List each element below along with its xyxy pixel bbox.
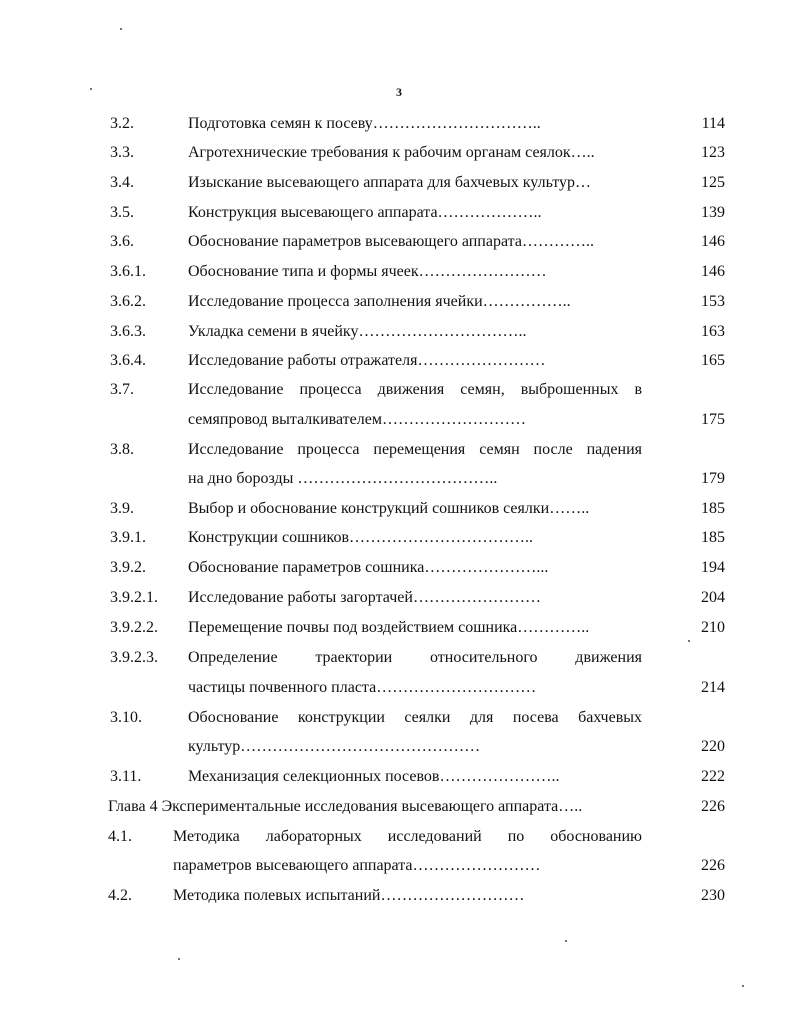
page-number: 3 bbox=[396, 85, 402, 99]
toc-entry bbox=[0, 349, 799, 373]
toc-entry bbox=[0, 290, 799, 314]
toc-entry-number: 3.5. bbox=[110, 204, 134, 221]
toc-entry-title: Выбор и обоснование конструкций сошников сеялки…….. bbox=[188, 500, 590, 517]
scan-speck bbox=[565, 940, 567, 942]
toc-entry-title: Конструкция высевающего аппарата……………….. bbox=[188, 204, 542, 221]
toc-entry-title: Обоснование параметров высевающего аппарата………….. bbox=[188, 233, 594, 250]
toc-entry bbox=[0, 141, 799, 165]
toc-entry bbox=[0, 112, 799, 136]
toc-entry-page: 179 bbox=[701, 470, 725, 487]
toc-entry-page: 210 bbox=[701, 619, 725, 636]
toc-entry-page: 165 bbox=[701, 352, 725, 369]
toc-entry bbox=[0, 556, 799, 580]
toc-entry-number: 3.6.1. bbox=[110, 263, 146, 280]
toc-entry-number: 4.1. bbox=[108, 828, 132, 845]
toc-entry-title-line1: Методика лабораторных исследований по обоснованию bbox=[173, 828, 642, 845]
toc-entry-number: 3.6.3. bbox=[110, 323, 146, 340]
scan-speck bbox=[688, 640, 690, 642]
toc-chapter-title: Глава 4 Экспериментальные исследования высевающего аппарата….. bbox=[108, 798, 583, 815]
toc-entry-page: 123 bbox=[701, 144, 725, 161]
toc-entry bbox=[0, 438, 799, 462]
toc-entry-number: 3.9.2. bbox=[110, 559, 146, 576]
toc-entry-page: 222 bbox=[701, 768, 725, 785]
toc-entry-page: 185 bbox=[701, 529, 725, 546]
toc-entry-page: 204 bbox=[701, 589, 725, 606]
toc-chapter-entry bbox=[0, 795, 799, 819]
toc-entry bbox=[0, 825, 799, 849]
toc-entry-title: Исследование работы загортачей…………………… bbox=[188, 589, 541, 606]
toc-entry-title: Обоснование параметров сошника…………………... bbox=[188, 559, 549, 576]
toc-entry-number: 3.9.2.2. bbox=[110, 619, 158, 636]
toc-entry bbox=[0, 230, 799, 254]
scan-speck bbox=[120, 28, 122, 30]
scan-speck bbox=[742, 985, 744, 987]
toc-entry-title-line2: семяпровод выталкивателем……………………… bbox=[188, 411, 526, 428]
toc-entry-page: 194 bbox=[701, 559, 725, 576]
toc-entry-title: Механизация селекционных посевов………………….. bbox=[188, 768, 560, 785]
toc-entry-title-line2: параметров высевающего аппарата…………………… bbox=[173, 857, 541, 874]
toc-entry bbox=[0, 646, 799, 670]
toc-entry-continuation bbox=[0, 854, 799, 878]
toc-entry-page: 114 bbox=[701, 115, 725, 132]
toc-entry-number: 3.4. bbox=[110, 174, 134, 191]
toc-entry bbox=[0, 884, 799, 908]
toc-entry-title-line1: Исследование процесса перемещения семян после падения bbox=[188, 441, 642, 458]
toc-entry bbox=[0, 320, 799, 344]
toc-entry-number: 3.6. bbox=[110, 233, 134, 250]
toc-entry-continuation bbox=[0, 735, 799, 759]
toc-entry-page: 146 bbox=[701, 263, 725, 280]
toc-entry-continuation bbox=[0, 408, 799, 432]
toc-entry-page: 226 bbox=[701, 857, 725, 874]
toc-entry-number: 3.10. bbox=[110, 709, 142, 726]
toc-entry-page: 230 bbox=[701, 887, 725, 904]
toc-entry-number: 3.9. bbox=[110, 500, 134, 517]
toc-entry-page: 175 bbox=[701, 411, 725, 428]
toc-entry-title-line1: Исследование процесса движения семян, выброшенных в bbox=[188, 381, 642, 398]
toc-entry bbox=[0, 616, 799, 640]
toc-entry-title: Агротехнические требования к рабочим органам сеялок….. bbox=[188, 144, 595, 161]
toc-entry-number: 3.3. bbox=[110, 144, 134, 161]
toc-entry-number: 3.6.4. bbox=[110, 352, 146, 369]
toc-entry-title: Перемещение почвы под воздействием сошника………….. bbox=[188, 619, 590, 636]
toc-entry-title: Конструкции сошников…………………………….. bbox=[188, 529, 534, 546]
toc-entry-title-line2: культур……………………………………… bbox=[188, 738, 481, 755]
toc-entry bbox=[0, 706, 799, 730]
toc-entry-title: Обоснование типа и формы ячеек…………………… bbox=[188, 263, 547, 280]
toc-entry-title: Укладка семени в ячейку………………………….. bbox=[188, 323, 527, 340]
toc-entry-number: 3.9.2.3. bbox=[110, 649, 158, 666]
toc-entry-title: Исследование процесса заполнения ячейки…………….. bbox=[188, 293, 571, 310]
toc-entry-number: 3.9.1. bbox=[110, 529, 146, 546]
toc-entry-page: 125 bbox=[701, 174, 725, 191]
toc-entry-page: 139 bbox=[701, 204, 725, 221]
scan-speck bbox=[90, 88, 92, 90]
toc-entry-continuation bbox=[0, 676, 799, 700]
toc-entry-title-line1: Определение траектории относительного движения bbox=[188, 649, 642, 666]
toc-entry-page: 214 bbox=[701, 679, 725, 696]
toc-entry-title: Методика полевых испытаний……………………… bbox=[173, 887, 525, 904]
toc-entry-number: 4.2. bbox=[108, 887, 132, 904]
toc-entry bbox=[0, 765, 799, 789]
toc-entry bbox=[0, 171, 799, 195]
scan-speck bbox=[178, 958, 180, 960]
toc-entry-number: 3.7. bbox=[110, 381, 134, 398]
toc-entry-number: 3.2. bbox=[110, 115, 134, 132]
toc-entry bbox=[0, 526, 799, 550]
toc-entry-number: 3.9.2.1. bbox=[110, 589, 158, 606]
toc-entry bbox=[0, 497, 799, 521]
toc-entry bbox=[0, 378, 799, 402]
toc-entry-page: 153 bbox=[701, 293, 725, 310]
toc-entry-number: 3.6.2. bbox=[110, 293, 146, 310]
toc-entry-title-line2: частицы почвенного пласта………………………… bbox=[188, 679, 537, 696]
toc-entry-number: 3.11. bbox=[110, 768, 142, 785]
toc-entry-page: 226 bbox=[701, 798, 725, 815]
toc-entry-page: 220 bbox=[701, 738, 725, 755]
toc-entry-page: 185 bbox=[701, 500, 725, 517]
toc-entry-title: Подготовка семян к посеву………………………….. bbox=[188, 115, 541, 132]
toc-entry-number: 3.8. bbox=[110, 441, 134, 458]
toc-entry-page: 146 bbox=[701, 233, 725, 250]
toc-entry-page: 163 bbox=[701, 323, 725, 340]
toc-entry bbox=[0, 586, 799, 610]
toc-entry-title: Изыскание высевающего аппарата для бахчевых культур… bbox=[188, 174, 592, 191]
toc-entry bbox=[0, 260, 799, 284]
toc-entry-title-line1: Обоснование конструкции сеялки для посева бахчевых bbox=[188, 709, 642, 726]
toc-entry bbox=[0, 201, 799, 225]
toc-entry-continuation bbox=[0, 467, 799, 491]
toc-entry-title-line2: на дно борозды ……………………………….. bbox=[188, 470, 498, 487]
toc-entry-title: Исследование работы отражателя…………………… bbox=[188, 352, 546, 369]
